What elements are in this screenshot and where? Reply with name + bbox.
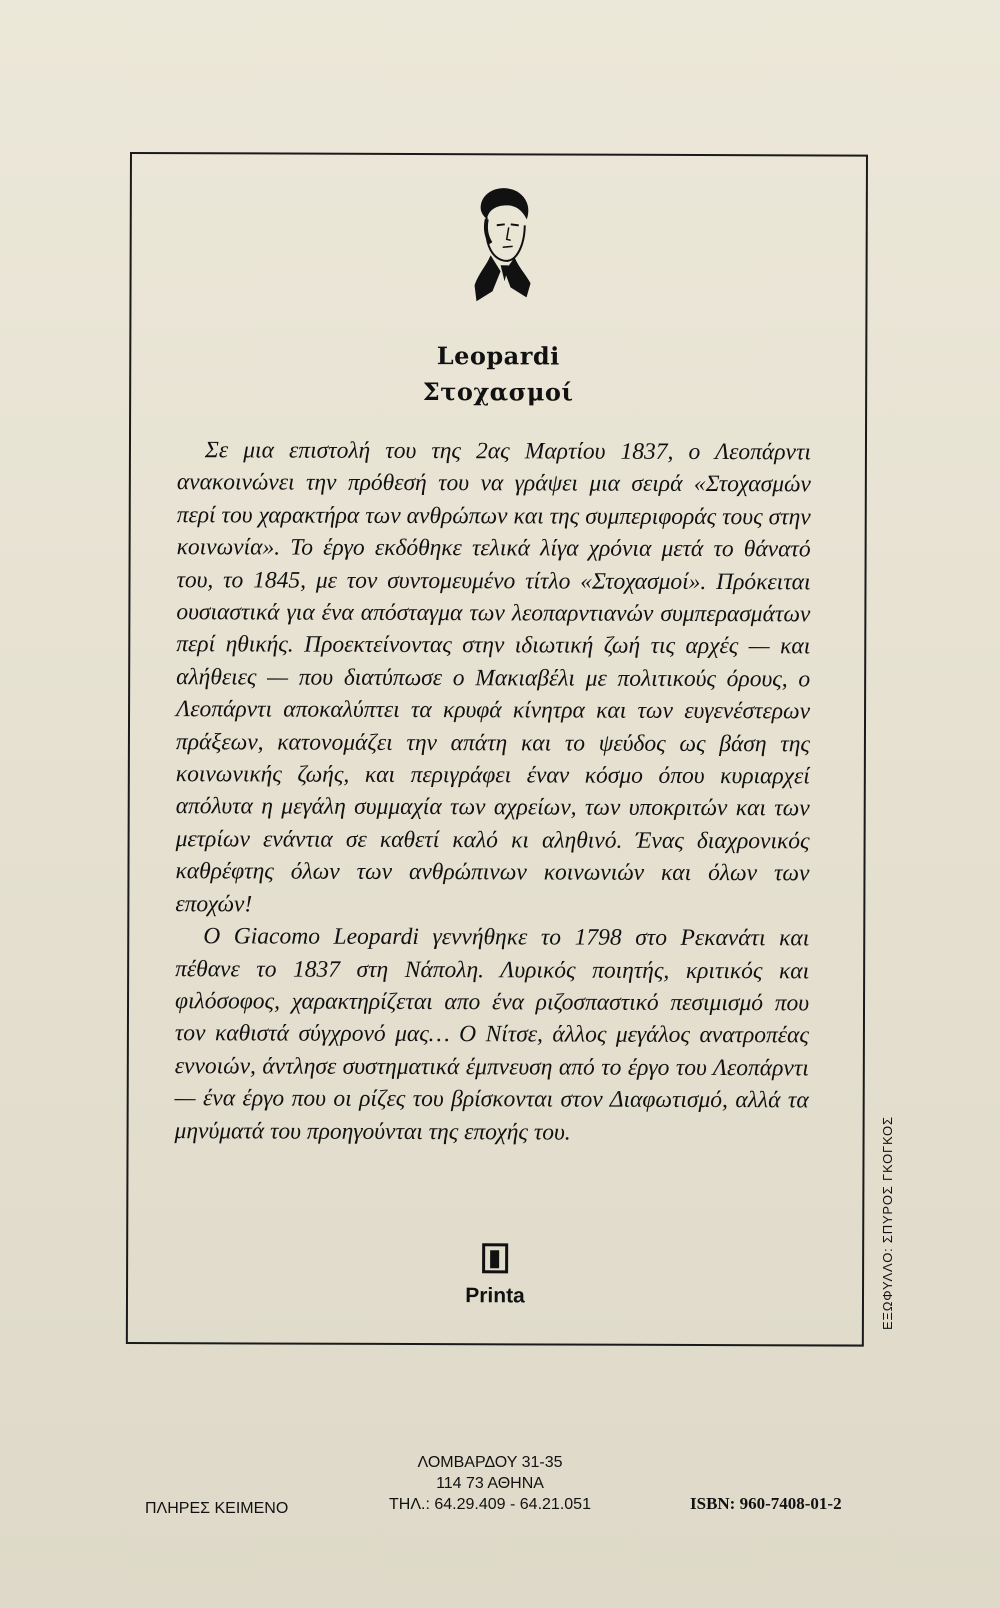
publisher-logo <box>128 1242 862 1310</box>
author-portrait-icon <box>466 185 536 303</box>
edition-note: ΠΛΗΡΕΣ ΚΕΙΜΕΝΟ <box>145 1500 289 1517</box>
address-street: ΛΟΜΒΑΡΔΟΥ 31-35 <box>417 1454 563 1471</box>
isbn: ISBN: 960-7408-01-2 <box>690 1494 842 1513</box>
printa-logo-icon <box>482 1243 508 1273</box>
blurb-paragraph: Ο Giacomo Leopardi γεννήθηκε το 1798 στο Ρεκανάτι και πέθανε το 1837 στη Νάπολη. Λυρικός ποιητής, κριτικός και φιλόσοφος, χαρακτηρίζεται απο ένα ριζοσπαστικό πεσιμισμό που τον καθιστά σύγχρονό μας… Ο Νίτσε, άλλος μεγάλος ανατροπέας εννοιών, άντλησε συστηματικά έμπνευση από το έργο του Λεοπάρντι — ένα έργο που οι ρίζες του βρίσκονται στον Διαφωτισμό, αλλά τα μηνύματά του προηγούνται της εποχής του. <box>174 923 810 1146</box>
address-city: 114 73 ΑΘΗΝΑ <box>436 1475 544 1492</box>
author-name: Leopardi <box>436 341 560 371</box>
blurb-paragraph: Σε μια επιστολή του της 2ας Μαρτίου 1837, ο Λεοπάρντι ανακοινώνει την πρόθεσή του να γράψει μια σειρά «Στοχασμών περί του χαρακτήρα των ανθρώπων και της συμπεριφοράς τους στην κοινωνία». Το έργο εκδόθηκε τελικά λίγα χρόνια μετά το θάνατό του, το 1845, με τον συντομευμένο τίτλο «Στοχασμοί». Πρόκειται ουσιαστικά για ένα απόσταγμα των λεοπαρντιανών συμπερασμάτων περί ηθικής. Προεκτείνοντας στην ιδιωτική ζωή τις αρχές — και αλήθειες — που διατύπωσε ο Μακιαβέλι με πολιτικούς όρους, ο Λεοπάρντι αποκαλύπτει τα κρυφά κίνητρα και των ευγενέστερων πράξεων, κατονομάζει την απάτη και το ψεύδος ως βάση της κοινωνικής ζωής, και περιγράφει έναν κόσμο όπου κυριαρχεί απόλυτα η μεγάλη συμμαχία των αχρείων, των υποκριτών και των μετρίων ενάντια σε καθετί καλό κι αληθινό. Ένας διαχρονικός καθρέφτης όλων των ανθρώπινων κοινωνιών και όλων των εποχών! <box>175 437 812 918</box>
blurb-text <box>175 434 811 1149</box>
address-phone: ΤΗΛ.: 64.29.409 - 64.21.051 <box>389 1496 591 1513</box>
book-title: Στοχασμοί <box>422 377 574 407</box>
cover-frame <box>126 152 868 1347</box>
cover-credit: ΕΞΩΦΥΛΛΟ: ΣΠΥΡΟΣ ΓΚΟΓΚΟΣ <box>880 1116 895 1330</box>
publisher-address <box>370 1452 610 1515</box>
publisher-name: Printa <box>465 1284 525 1308</box>
